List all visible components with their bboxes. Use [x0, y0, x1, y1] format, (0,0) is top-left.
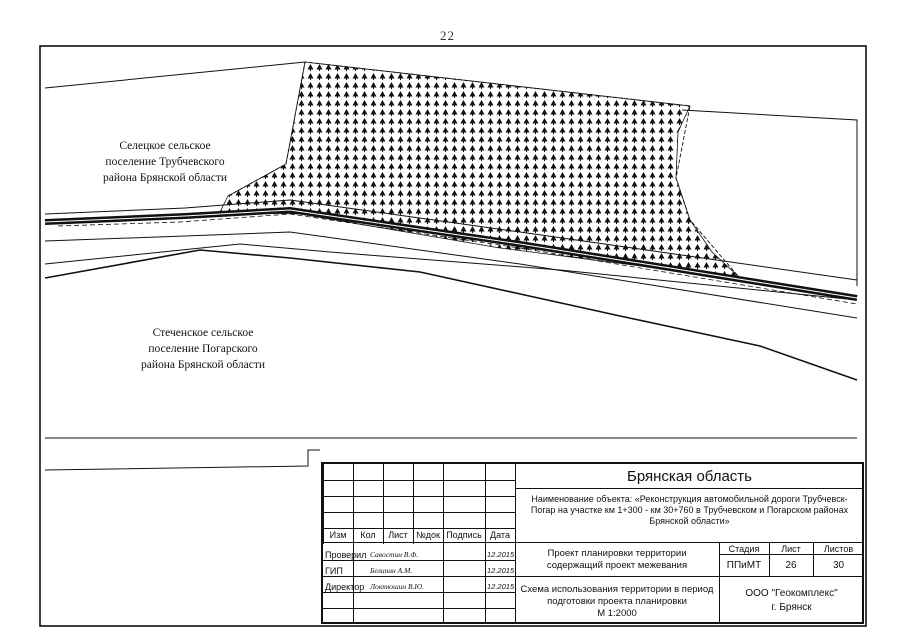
- header-data: Дата: [490, 530, 510, 540]
- header-kol: Кол: [360, 530, 376, 540]
- signature-role: Проверил: [325, 550, 367, 560]
- south-area-label: [118, 325, 288, 373]
- signature-role: Директор: [325, 582, 365, 592]
- signature-name: Савостин В.Ф.: [370, 550, 419, 559]
- project-title: Проект планировки территории содержащий проект межевания: [546, 548, 688, 571]
- grid-line: [719, 554, 864, 555]
- grid-line: [323, 592, 515, 593]
- grid-line: [485, 464, 486, 624]
- grid-line: [323, 512, 515, 513]
- object-name: Наименование объекта: «Реконструкция автомобильной дороги Трубчевск-Погар на участке км 1+300 - км 30+760 в Трубчевском и Погарском районах Брянской области»: [530, 494, 849, 526]
- south-area-label-line: поселение Погарского: [148, 343, 258, 355]
- scheme-title: Схема использования территории в период подготовки проекта планировки: [520, 584, 714, 607]
- grid-line: [323, 496, 515, 497]
- page-number: 22: [440, 28, 455, 43]
- grid-line: [353, 464, 354, 624]
- zone-boundary-line: [45, 244, 857, 300]
- signature-name: Белинин А.М.: [370, 566, 413, 575]
- grid-line: [323, 608, 515, 609]
- north-area-label: [80, 138, 250, 186]
- signature-date: 12.2015: [487, 550, 515, 559]
- north-area-label-line: поселение Трубчевского: [105, 156, 225, 168]
- grid-line: [323, 542, 864, 543]
- header-podpis: Подпись: [446, 530, 482, 540]
- header-izm: Изм: [329, 530, 347, 540]
- grid-line: [323, 576, 864, 577]
- parcel-boundary-lower: [45, 450, 320, 470]
- region-title: Брянская область: [627, 468, 752, 485]
- signature-name: Локтюшин В.Ю.: [370, 582, 425, 591]
- title-block: [321, 462, 864, 624]
- grid-line: [323, 560, 515, 561]
- sheets-header: Листов: [823, 544, 854, 554]
- sheets-value: 30: [832, 560, 845, 571]
- stage-header: Стадия: [728, 544, 760, 554]
- signature-date: 12.2015: [487, 582, 515, 591]
- scale: М 1:2000: [597, 608, 637, 619]
- south-area-label-line: района Брянской области: [140, 359, 266, 371]
- south-area-label-line: Стеченское сельское: [152, 327, 254, 339]
- north-area-label-line: района Брянской области: [102, 172, 228, 184]
- stage-value: ППиМТ: [726, 560, 762, 571]
- north-area-label-line: Селецкое сельское: [119, 140, 211, 152]
- company-city: г. Брянск: [771, 602, 812, 613]
- grid-line: [323, 480, 515, 481]
- sheet-header: Лист: [781, 544, 801, 554]
- grid-line: [443, 464, 444, 624]
- signature-role: ГИП: [325, 566, 343, 576]
- forest-area: [220, 62, 738, 276]
- signature-date: 12.2015: [487, 566, 515, 575]
- parcel-boundary-north: [45, 62, 305, 88]
- grid-line: [323, 528, 515, 529]
- header-list: Лист: [388, 530, 408, 540]
- sheet-value: 26: [785, 560, 797, 571]
- header-ndok: №док: [416, 530, 440, 540]
- grid-line: [515, 488, 864, 489]
- company-name: ООО "Геокомплекс": [745, 588, 838, 599]
